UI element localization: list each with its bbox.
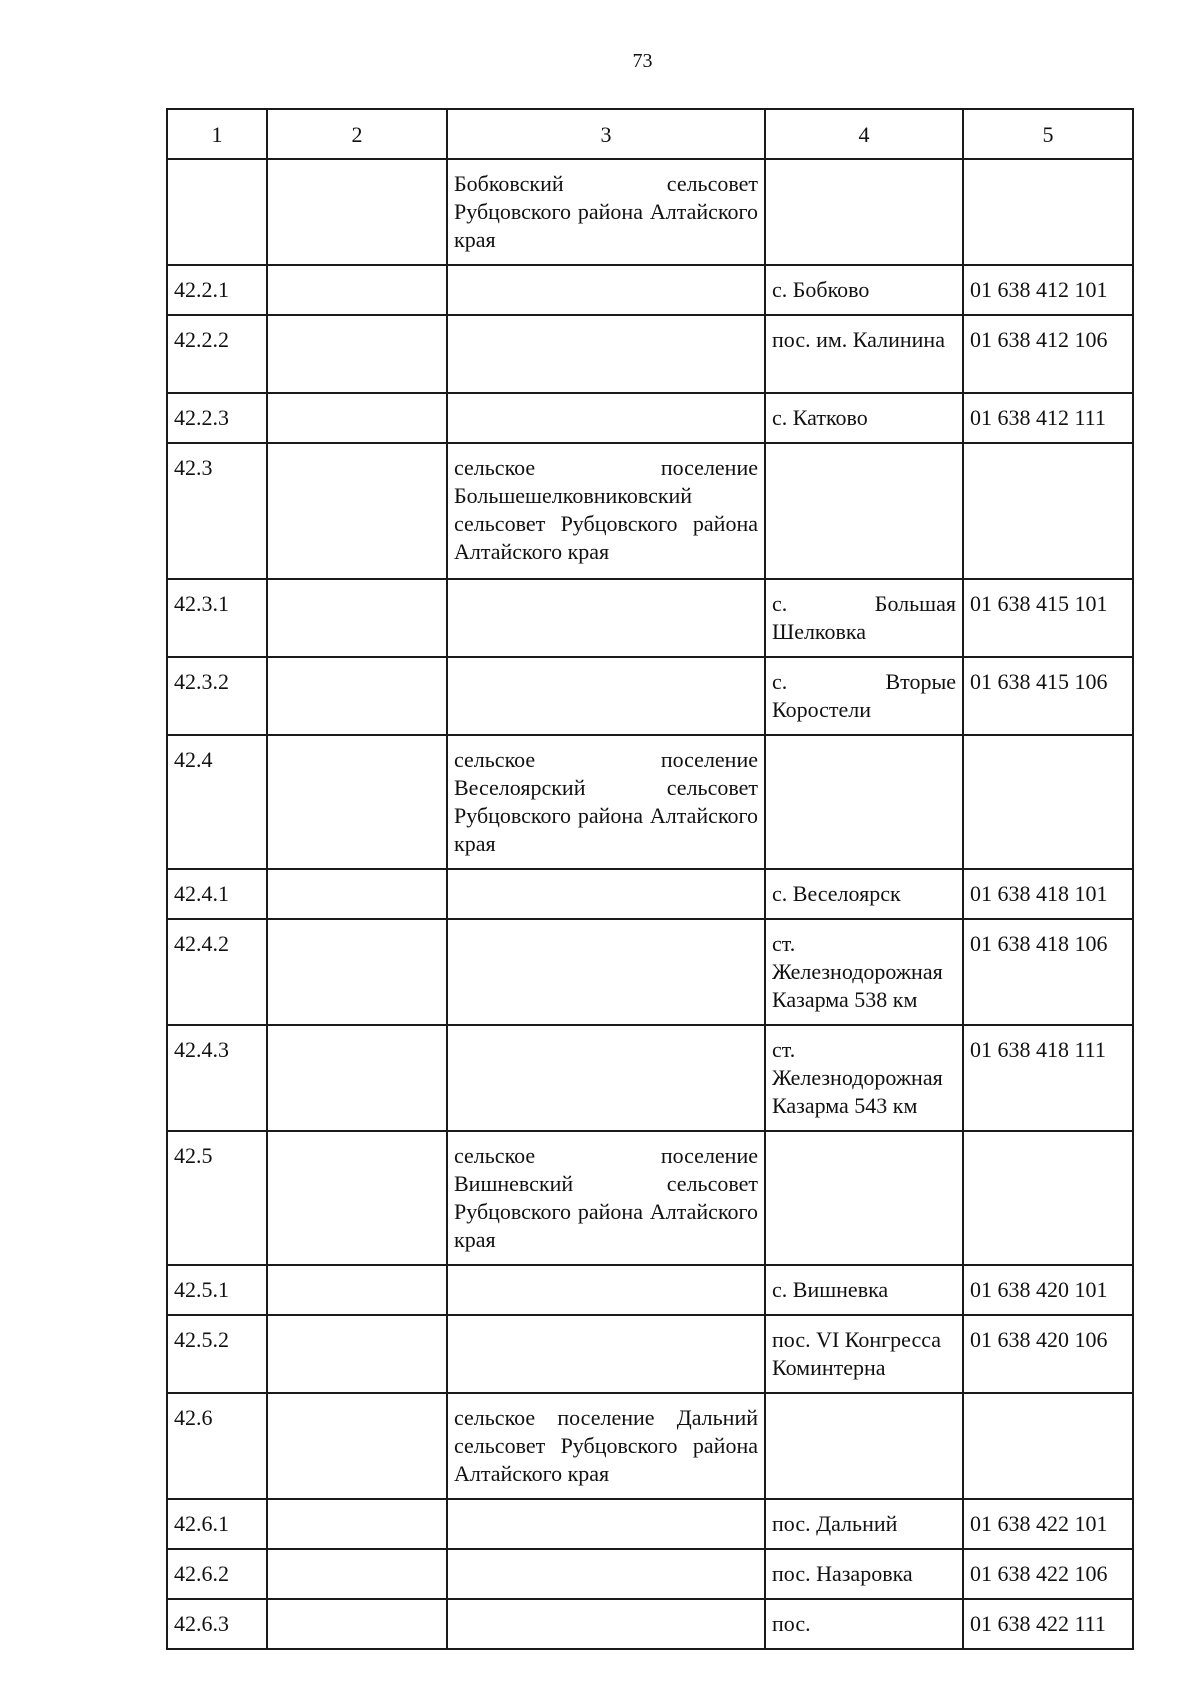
cell-empty: [267, 1025, 447, 1131]
table-row: [167, 869, 1133, 919]
cell-code: 01 638 418 101: [963, 869, 1133, 919]
cell-number: 42.6.2: [167, 1549, 267, 1599]
cell-settlement: с. Катково: [765, 393, 963, 443]
cell-municipality: [447, 393, 765, 443]
cell-code: 01 638 418 111: [963, 1025, 1133, 1131]
cell-municipality: [447, 315, 765, 393]
cell-settlement: с. Вторые Коростели: [765, 657, 963, 735]
cell-settlement: с. Вишневка: [765, 1265, 963, 1315]
cell-empty: [267, 1131, 447, 1265]
cell-code: 01 638 420 101: [963, 1265, 1133, 1315]
cell-municipality: [447, 1025, 765, 1131]
cell-number: 42.4.1: [167, 869, 267, 919]
cell-number: 42.5: [167, 1131, 267, 1265]
cell-municipality: [447, 579, 765, 657]
cell-municipality: [447, 869, 765, 919]
cell-settlement: пос. VI Конгресса Коминтерна: [765, 1315, 963, 1393]
column-header: 4: [765, 109, 963, 159]
table-row: [167, 579, 1133, 657]
cell-empty: [267, 1393, 447, 1499]
cell-code: 01 638 422 111: [963, 1599, 1133, 1649]
cell-number: 42.2.3: [167, 393, 267, 443]
cell-municipality: [447, 265, 765, 315]
cell-settlement: с. Бобково: [765, 265, 963, 315]
cell-empty: [267, 1265, 447, 1315]
column-header: 5: [963, 109, 1133, 159]
cell-municipality: сельское поселение Дальний сельсовет Рубцовского района Алтайского края: [447, 1393, 765, 1499]
table-row: [167, 1025, 1133, 1131]
cell-empty: [267, 443, 447, 579]
column-header: 1: [167, 109, 267, 159]
cell-code: 01 638 422 101: [963, 1499, 1133, 1549]
cell-number: 42.5.2: [167, 1315, 267, 1393]
cell-municipality: [447, 1599, 765, 1649]
cell-code: [963, 1393, 1133, 1499]
cell-empty: [267, 393, 447, 443]
cell-empty: [267, 315, 447, 393]
table-row: [167, 159, 1133, 265]
cell-number: 42.6.1: [167, 1499, 267, 1549]
cell-settlement: пос. Назаровка: [765, 1549, 963, 1599]
cell-empty: [267, 919, 447, 1025]
cell-code: 01 638 412 106: [963, 315, 1133, 393]
column-header: 3: [447, 109, 765, 159]
table-row: [167, 1265, 1133, 1315]
cell-code: 01 638 412 111: [963, 393, 1133, 443]
cell-municipality: сельское поселение Вишневский сельсовет Рубцовского района Алтайского края: [447, 1131, 765, 1265]
table-row: [167, 1599, 1133, 1649]
cell-code: [963, 159, 1133, 265]
cell-number: 42.6.3: [167, 1599, 267, 1649]
cell-empty: [267, 265, 447, 315]
table-header-row: [167, 109, 1133, 159]
cell-settlement: [765, 1393, 963, 1499]
table-row: [167, 1393, 1133, 1499]
cell-settlement: с. Большая Шелковка: [765, 579, 963, 657]
cell-empty: [267, 1315, 447, 1393]
cell-code: 01 638 422 106: [963, 1549, 1133, 1599]
cell-number: 42.2.1: [167, 265, 267, 315]
cell-municipality: [447, 1499, 765, 1549]
cell-number: 42.4.2: [167, 919, 267, 1025]
cell-settlement: [765, 443, 963, 579]
cell-code: 01 638 415 106: [963, 657, 1133, 735]
cell-municipality: [447, 1549, 765, 1599]
cell-code: [963, 443, 1133, 579]
table-row: [167, 1549, 1133, 1599]
cell-number: 42.4.3: [167, 1025, 267, 1131]
cell-empty: [267, 1599, 447, 1649]
cell-settlement: [765, 735, 963, 869]
cell-empty: [267, 1499, 447, 1549]
table-row: [167, 443, 1133, 579]
cell-settlement: ст. Железнодорожная Казарма 538 км: [765, 919, 963, 1025]
cell-settlement: пос. им. Калинина: [765, 315, 963, 393]
column-header: 2: [267, 109, 447, 159]
cell-empty: [267, 657, 447, 735]
cell-municipality: сельское поселение Большешелковниковский сельсовет Рубцовского района Алтайского края: [447, 443, 765, 579]
table-row: [167, 657, 1133, 735]
cell-number: 42.5.1: [167, 1265, 267, 1315]
cell-number: 42.2.2: [167, 315, 267, 393]
cell-settlement: пос.: [765, 1599, 963, 1649]
table-row: [167, 1131, 1133, 1265]
cell-empty: [267, 869, 447, 919]
cell-code: [963, 1131, 1133, 1265]
table-row: [167, 919, 1133, 1025]
cell-number: [167, 159, 267, 265]
cell-settlement: [765, 1131, 963, 1265]
cell-municipality: [447, 657, 765, 735]
cell-municipality: сельское поселение Веселоярский сельсовет Рубцовского района Алтайского края: [447, 735, 765, 869]
cell-settlement: ст. Железнодорожная Казарма 543 км: [765, 1025, 963, 1131]
cell-code: 01 638 412 101: [963, 265, 1133, 315]
cell-code: 01 638 418 106: [963, 919, 1133, 1025]
cell-municipality: [447, 919, 765, 1025]
cell-number: 42.4: [167, 735, 267, 869]
cell-settlement: пос. Дальний: [765, 1499, 963, 1549]
table-row: [167, 315, 1133, 393]
page-number: 73: [632, 50, 653, 72]
table-row: [167, 265, 1133, 315]
cell-municipality: Бобковский сельсовет Рубцовского района Алтайского края: [447, 159, 765, 265]
table-row: [167, 393, 1133, 443]
municipal-table: [166, 108, 1134, 1650]
cell-municipality: [447, 1265, 765, 1315]
cell-empty: [267, 1549, 447, 1599]
table-row: [167, 735, 1133, 869]
cell-municipality: [447, 1315, 765, 1393]
cell-number: 42.3: [167, 443, 267, 579]
table-row: [167, 1499, 1133, 1549]
cell-number: 42.6: [167, 1393, 267, 1499]
cell-empty: [267, 579, 447, 657]
table-row: [167, 1315, 1133, 1393]
cell-code: 01 638 420 106: [963, 1315, 1133, 1393]
cell-number: 42.3.2: [167, 657, 267, 735]
cell-empty: [267, 159, 447, 265]
cell-code: [963, 735, 1133, 869]
cell-settlement: [765, 159, 963, 265]
cell-empty: [267, 735, 447, 869]
cell-settlement: с. Веселоярск: [765, 869, 963, 919]
cell-number: 42.3.1: [167, 579, 267, 657]
cell-code: 01 638 415 101: [963, 579, 1133, 657]
